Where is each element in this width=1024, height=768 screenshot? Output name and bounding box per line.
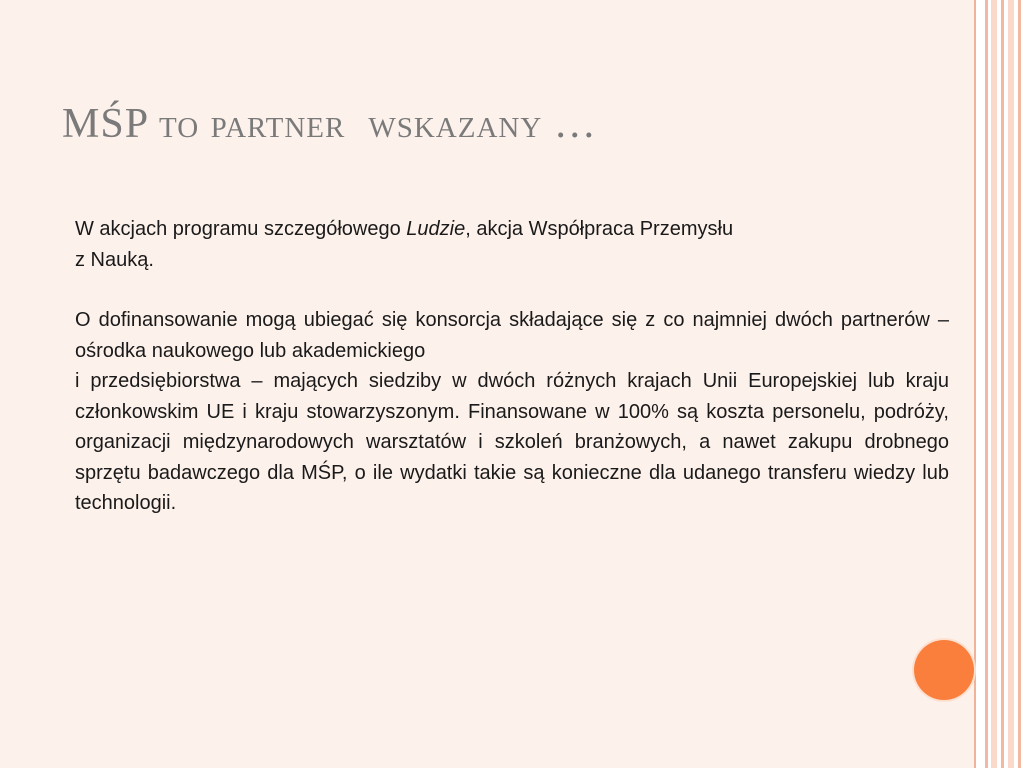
decorative-stripe bbox=[1001, 0, 1004, 768]
slide-title: MŚP to partner wskazany … bbox=[62, 101, 597, 147]
intro-italic-text: Ludzie bbox=[406, 218, 466, 240]
details-text-line1: O dofinansowanie mogą ubiegać się konsorcja składające się z co najmniej dwóch partnerów – ośrodka naukowego lub akademickiego bbox=[75, 309, 949, 362]
intro-text-continued: , akcja Współpraca Przemysłu bbox=[465, 218, 734, 240]
decorative-orange-dot bbox=[914, 640, 974, 700]
decorative-stripe bbox=[985, 0, 988, 768]
decorative-stripe bbox=[991, 0, 997, 768]
intro-text: W akcjach programu szczegółowego bbox=[75, 218, 407, 240]
decorative-stripe bbox=[1018, 0, 1021, 768]
slide-body bbox=[75, 214, 949, 519]
paragraph-intro bbox=[75, 214, 949, 275]
intro-text-line2: z Nauką. bbox=[75, 248, 154, 271]
details-text-line2: i przedsiębiorstwa – mających siedziby w dwóch różnych krajach Unii Europejskiej lub kraju członkowskim UE i kraju stowarzyszonym. Finansowane w 100% są koszta personelu, podróży, organizacji międzynarodowych warsztatów i szkoleń branżowych, a nawet zakupu drobnego sprzętu badawczego dla MŚP, o ile wydatki takie są konieczne dla udanego transferu wiedzy lub technologii. bbox=[75, 370, 949, 514]
paragraph-details bbox=[75, 305, 949, 519]
decorative-stripe bbox=[1008, 0, 1014, 768]
